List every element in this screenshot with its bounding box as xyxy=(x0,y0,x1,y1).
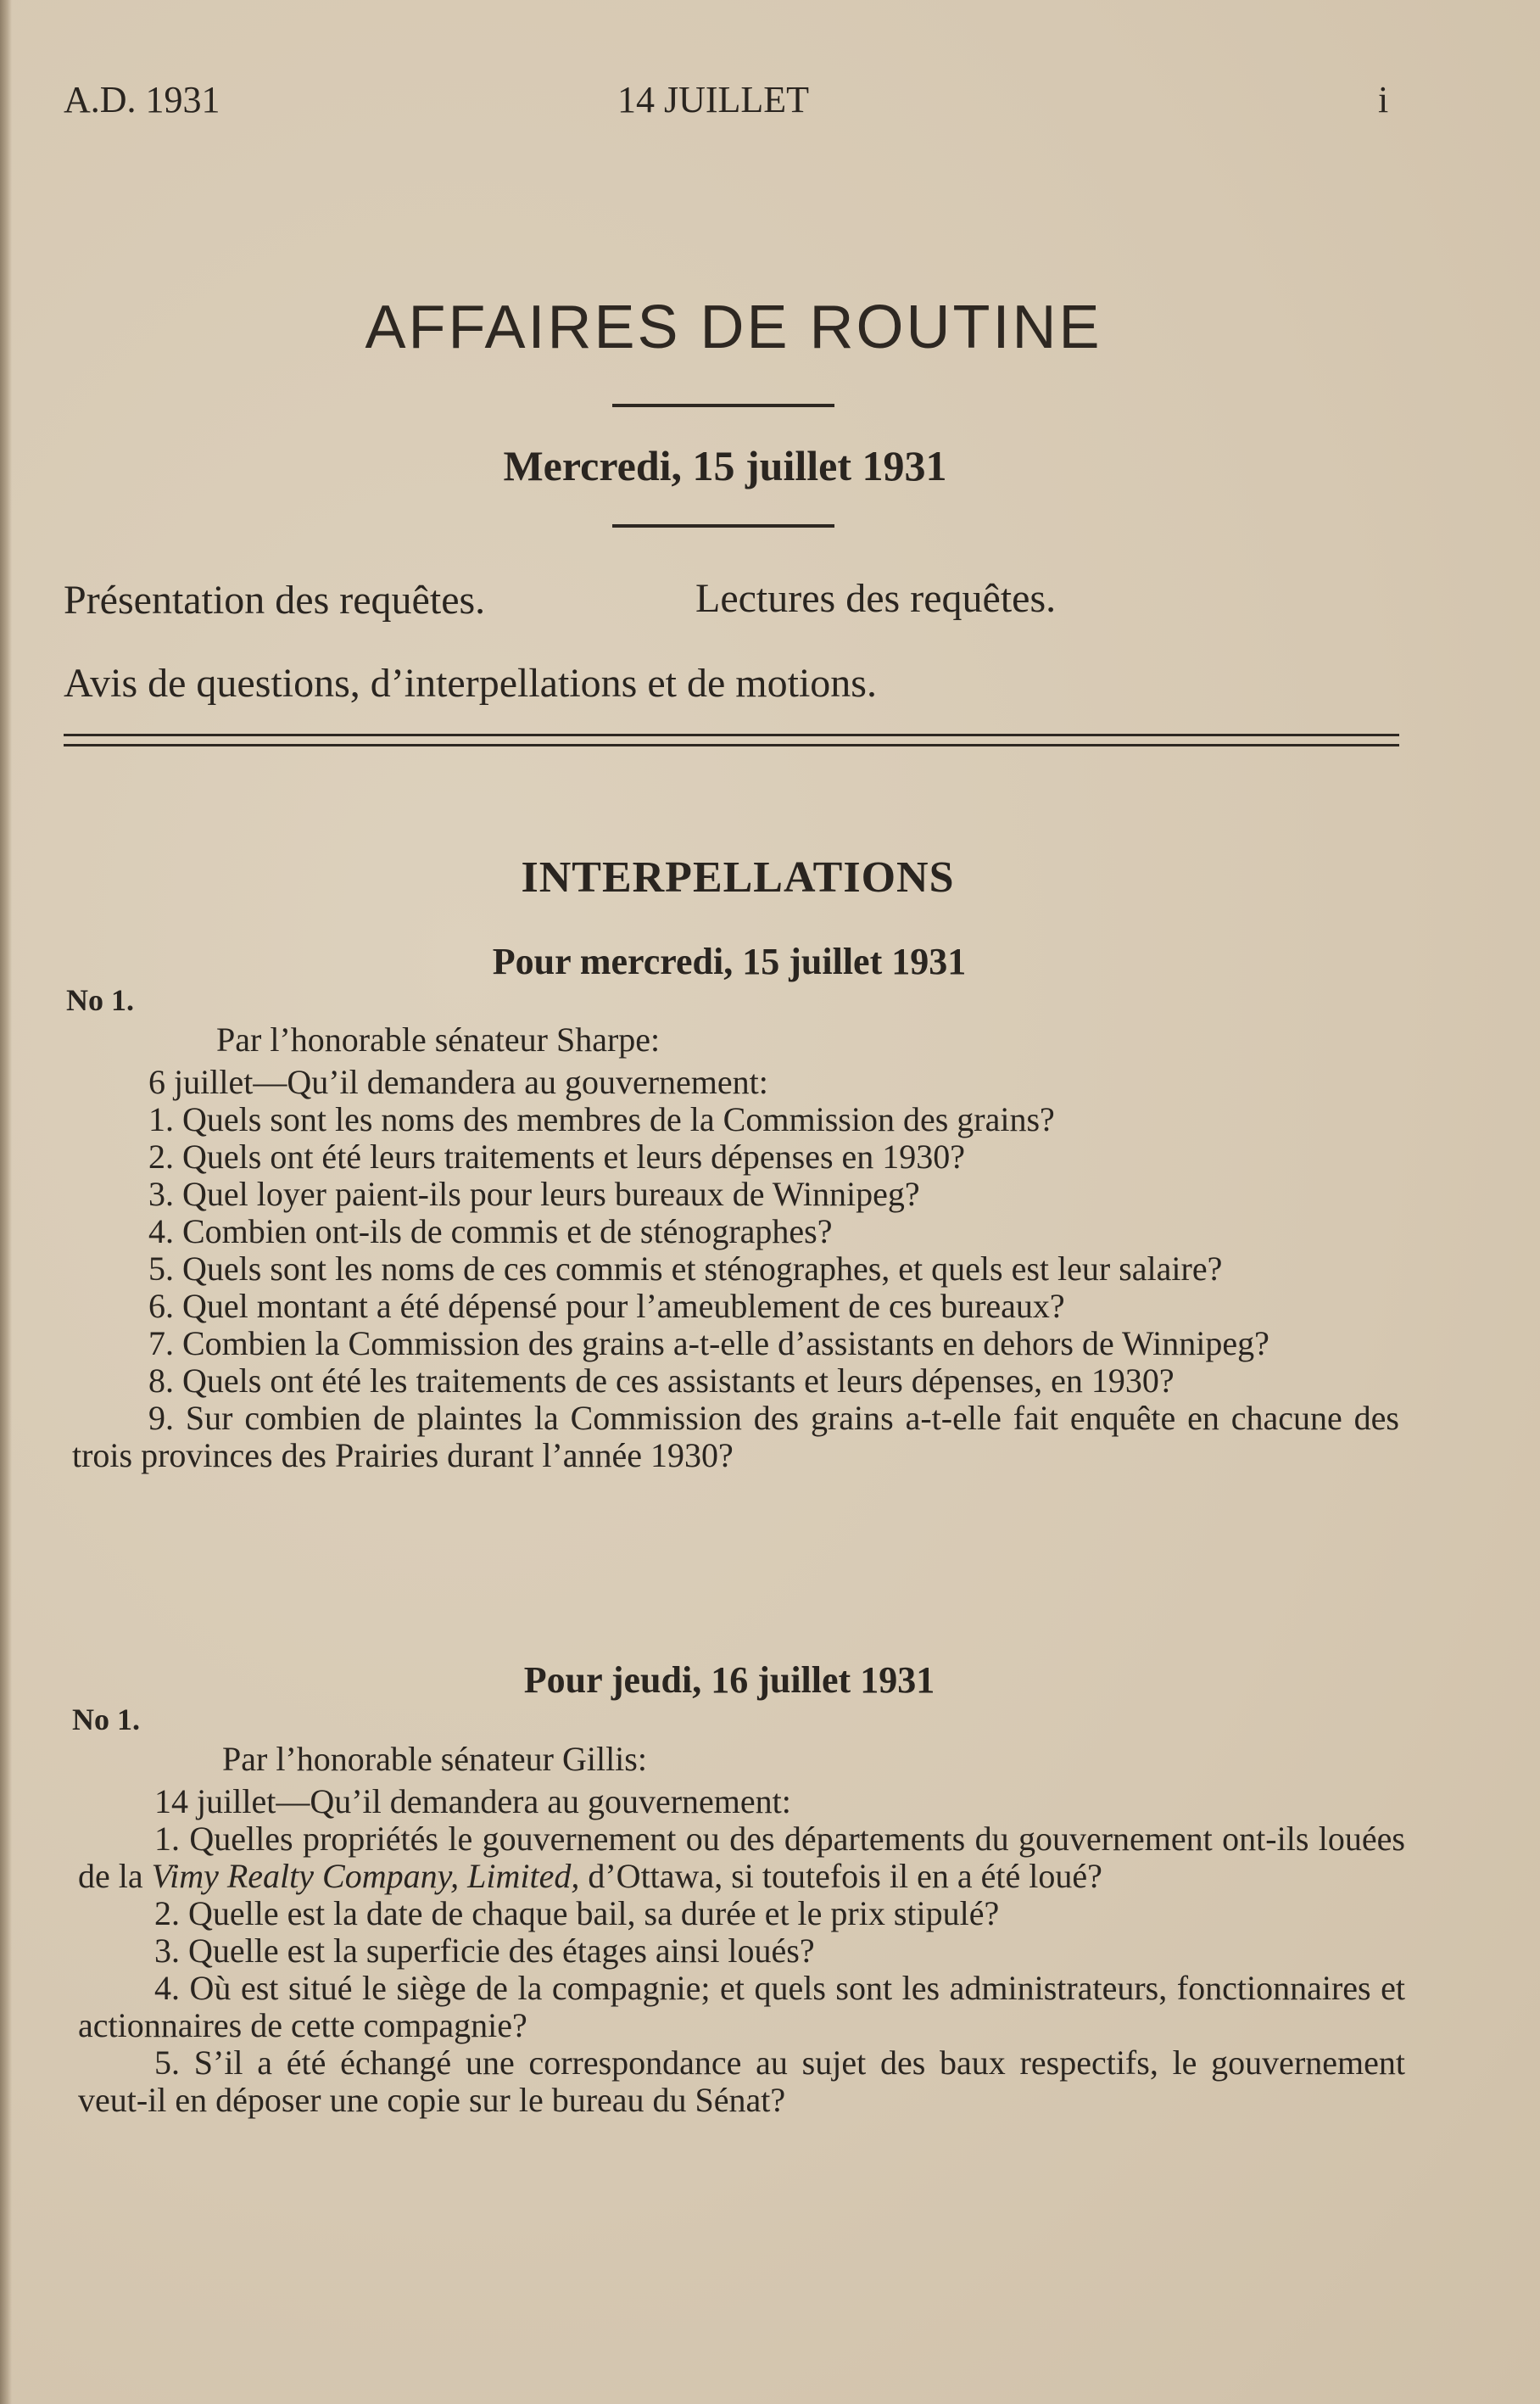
section2-date: Pour jeudi, 16 juillet 1931 xyxy=(523,1659,935,1701)
section1-q3: 3. Quel loyer paient-ils pour leurs bureaux de Winnipeg? xyxy=(148,1175,920,1213)
header-year: A.D. 1931 xyxy=(64,79,220,120)
section2-q1-company: Vimy Realty Company, Limited, xyxy=(151,1857,580,1895)
section1-q9: 9. Sur combien de plaintes la Commission des grains a-t-elle fait enquête en chacune des trois provinces des Prairies durant l’année 1930? xyxy=(72,1399,1399,1474)
section2-q2: 2. Quelle est la date de chaque bail, sa durée et le prix stipulé? xyxy=(154,1894,1000,1932)
section-double-rule xyxy=(64,734,1399,746)
section2-number: No 1. xyxy=(72,1702,140,1736)
section1-intro: 6 juillet—Qu’il demandera au gouvernement: xyxy=(148,1063,768,1101)
section2-q1 xyxy=(78,1820,1405,1895)
section2-q1-after: d’Ottawa, si toutefois il en a été loué? xyxy=(579,1857,1102,1895)
header-page-number: i xyxy=(1378,79,1389,120)
section1-q2: 2. Quels ont été leurs traitements et leurs dépenses en 1930? xyxy=(148,1138,966,1176)
section1-date: Pour mercredi, 15 juillet 1931 xyxy=(492,941,967,982)
routine-item-avis: Avis de questions, d’interpellations et de motions. xyxy=(64,661,877,706)
session-date: Mercredi, 15 juillet 1931 xyxy=(503,442,947,489)
section2-q1-before: 1. Quelles propriétés le gouvernement ou des départements du gouvernement ont-ils louées de la xyxy=(78,1820,1405,1895)
header-date: 14 JUILLET xyxy=(617,79,810,120)
section1-q6: 6. Quel montant a été dépensé pour l’ameublement de ces bureaux? xyxy=(148,1287,1065,1325)
section2-intro: 14 juillet—Qu’il demandera au gouvernement: xyxy=(154,1782,791,1820)
section2-by: Par l’honorable sénateur Gillis: xyxy=(222,1740,647,1778)
routine-item-presentation: Présentation des requêtes. xyxy=(64,578,486,623)
section2-q4: 4. Où est situé le siège de la compagnie; et quels sont les administrateurs, fonctionnaires et actionnaires de cette compagnie? xyxy=(78,1969,1405,2044)
section2-q3: 3. Quelle est la superficie des étages ainsi loués? xyxy=(154,1932,815,1970)
page-title: AFFAIRES DE ROUTINE xyxy=(365,294,1102,361)
section1-by: Par l’honorable sénateur Sharpe: xyxy=(216,1020,661,1059)
section1-q1: 1. Quels sont les noms des membres de la Commission des grains? xyxy=(148,1100,1055,1138)
section2-q5: 5. S’il a été échangé une correspondance au sujet des baux respectifs, le gouvernement veut-il en déposer une copie sur le bureau du Sénat? xyxy=(78,2043,1405,2119)
section1-q8: 8. Quels ont été les traitements de ces assistants et leurs dépenses, en 1930? xyxy=(148,1361,1175,1400)
section2-questions xyxy=(78,1741,1405,2119)
section1-questions xyxy=(72,1021,1399,1474)
section1-number: No 1. xyxy=(66,983,134,1017)
date-rule xyxy=(612,524,834,528)
section1-q7: 7. Combien la Commission des grains a-t-elle d’assistants en dehors de Winnipeg? xyxy=(148,1324,1269,1362)
routine-item-lectures: Lectures des requêtes. xyxy=(695,576,1057,621)
section1-q5: 5. Quels sont les noms de ces commis et sténographes, et quels est leur salaire? xyxy=(148,1250,1223,1288)
interpellations-heading: INTERPELLATIONS xyxy=(521,853,955,902)
section1-q4: 4. Combien ont-ils de commis et de sténographes? xyxy=(148,1212,833,1250)
title-rule xyxy=(612,404,834,407)
